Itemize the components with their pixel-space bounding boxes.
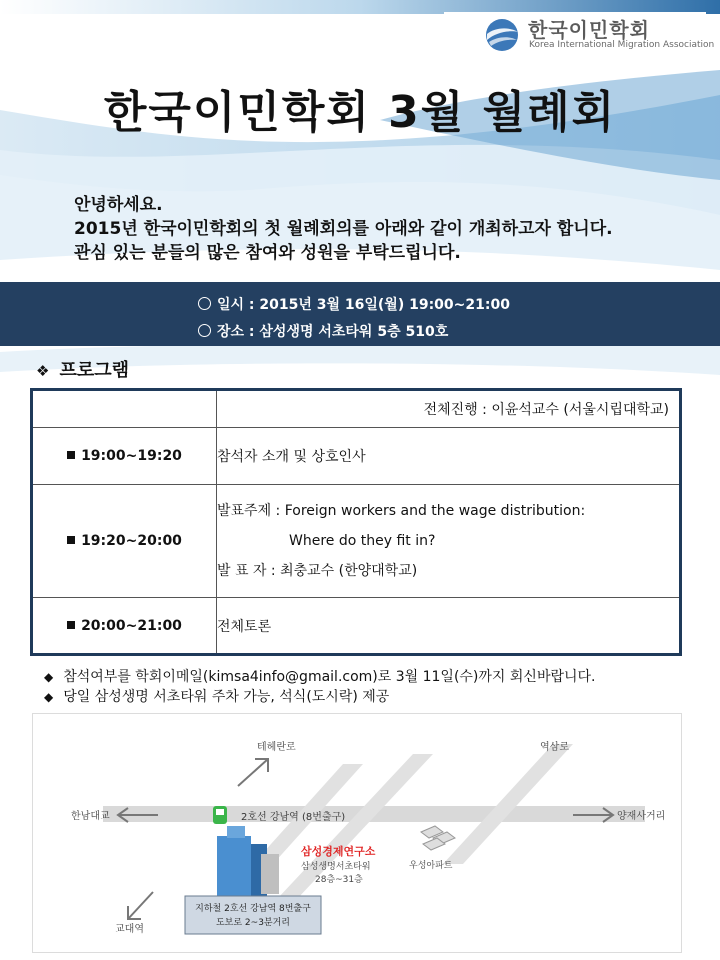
square-bullet-icon — [67, 536, 75, 544]
logo-name-english: Korea International Migration Association — [529, 40, 715, 50]
time-text: 20:00~21:00 — [81, 617, 182, 634]
location-map — [32, 713, 682, 953]
apartment-icon — [421, 826, 455, 850]
map-label-building-sub: 삼성생명서초타워 — [301, 862, 371, 872]
logo — [444, 12, 715, 58]
moderator-cell: 전체진행 : 이윤석교수 (서울시립대학교) — [217, 390, 681, 428]
program-item-cell — [217, 428, 681, 485]
note-item — [44, 687, 596, 707]
intro-line: 2015년 한국이민학회의 첫 월례회의를 아래와 같이 개최하고자 합니다. — [74, 219, 613, 239]
map-label-building-name: 삼성경제연구소 — [301, 845, 376, 858]
date-row — [198, 294, 510, 314]
program-table — [30, 388, 682, 656]
map-label-hannam: 한남대교 — [71, 811, 110, 822]
map-roads — [103, 744, 645, 914]
note-text: 참석여부를 학회이메일(kimsa4info@gmail.com)로 3월 11일(수)까지 회신바랍니다. — [63, 669, 596, 685]
circle-bullet-icon — [198, 297, 211, 310]
presentation-topic-cont: Where do they fit in? — [289, 533, 436, 549]
map-label-teheran: 테헤란로 — [257, 742, 296, 753]
square-bullet-icon — [67, 451, 75, 459]
table-row — [32, 485, 681, 598]
program-heading-text: 프로그램 — [59, 360, 130, 381]
map-label-station: 2호선 강남역 (8번출구) — [241, 812, 346, 823]
subway-station-icon — [213, 806, 227, 824]
square-bullet-icon — [67, 621, 75, 629]
presenter: 발 표 자 : 최충교수 (한양대학교) — [217, 563, 418, 579]
map-label-yangjae: 양재사거리 — [617, 811, 666, 822]
place-row — [198, 321, 448, 341]
subway-directions-line1: 지하철 2호선 강남역 8번출구 — [195, 904, 311, 914]
time-text: 19:00~19:20 — [81, 448, 182, 464]
subway-directions-box — [185, 896, 321, 934]
building-icon — [217, 826, 279, 898]
program-item-text: 전체토론 — [217, 618, 272, 635]
subway-directions-line2: 도보로 2~3분거리 — [215, 918, 291, 928]
intro-text — [74, 193, 613, 265]
map-label-apartment: 우성아파트 — [409, 861, 453, 871]
diamond-bullet-icon: ◆ — [44, 690, 54, 704]
info-band — [0, 282, 720, 346]
program-heading — [36, 356, 129, 382]
map-label-gyodae: 교대역 — [115, 924, 144, 935]
time-cell — [32, 598, 217, 655]
diamond-bullet-icon: ❖ — [36, 362, 50, 380]
intro-line: 관심 있는 분들의 많은 참여와 성원을 부탁드립니다. — [74, 243, 461, 263]
diamond-bullet-icon: ◆ — [44, 670, 54, 684]
map-label-yeoksam: 역삼로 — [540, 742, 569, 753]
note-item — [44, 667, 596, 687]
note-text: 당일 삼성생명 서초타워 주차 가능, 석식(도시락) 제공 — [63, 689, 390, 705]
notes — [44, 667, 596, 707]
logo-name-korean: 한국이민학회 — [528, 18, 650, 42]
intro-line: 안녕하세요. — [74, 195, 163, 215]
map-label-building-floors: 28층~31층 — [315, 875, 363, 885]
time-cell — [32, 428, 217, 485]
place-text: 장소 : 삼성생명 서초타워 5층 510호 — [217, 324, 449, 340]
table-row — [32, 598, 681, 655]
circle-bullet-icon — [198, 324, 211, 337]
presentation-topic: 발표주제 : Foreign workers and the wage distribution: — [217, 503, 586, 519]
date-text: 일시 : 2015년 3월 16일(월) 19:00~21:00 — [217, 297, 510, 313]
logo-globe-icon — [484, 18, 520, 52]
program-item-cell — [217, 598, 681, 655]
time-text: 19:20~20:00 — [81, 533, 182, 549]
table-cell — [32, 390, 217, 428]
table-row — [32, 390, 681, 428]
map-arrows — [118, 759, 613, 919]
page-title: 한국이민학회 3월 월례회 — [103, 87, 617, 138]
program-item-text: 참석자 소개 및 상호인사 — [217, 449, 366, 465]
time-cell — [32, 485, 217, 598]
table-row — [32, 428, 681, 485]
program-item-cell — [217, 485, 681, 598]
